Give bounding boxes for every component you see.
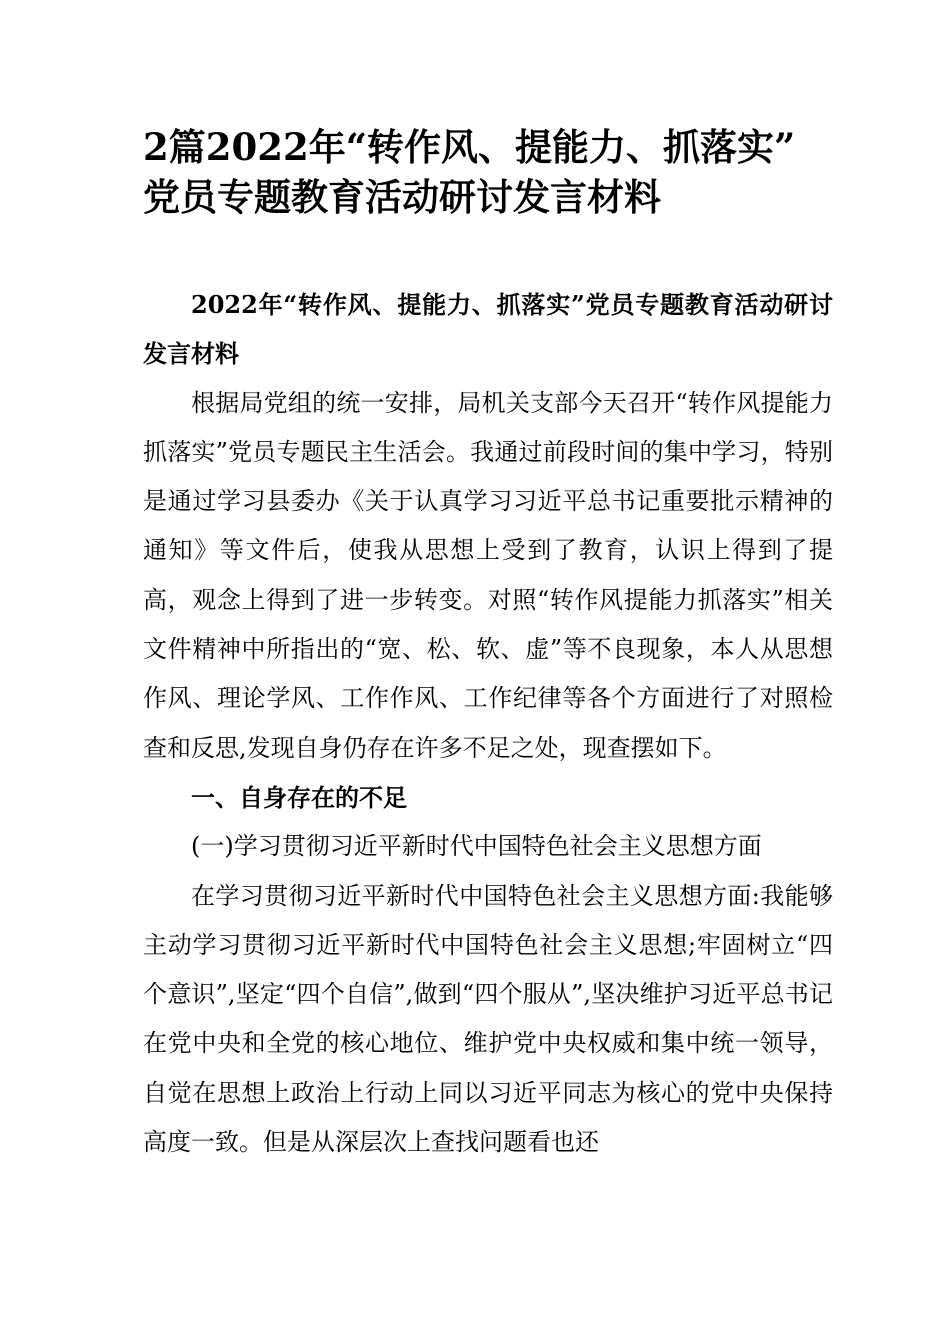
title-line-1: 2篇2022年“转作风、提能力、抓落实” [143, 125, 796, 169]
document-body [143, 280, 833, 1167]
subtitle-paragraph: 2022年“转作风、提能力、抓落实”党员专题教育活动研讨发言材料 [143, 290, 833, 369]
body-paragraph: 在学习贯彻习近平新时代中国特色社会主义思想方面:我能够主动学习贯彻习近平新时代中国特色社会主义思想;牢固树立“四个意识”,坚定“四个自信”,做到“四个服从”,坚决维护习近平总书记在党中央和全党的核心地位、维护党中央权威和集中统一领导，自觉在思想上政治上行动上同以习近平同志为核心的党中央保持高度一致。但是从深层次上查找问题看也还 [143, 881, 833, 1157]
title-line-2: 党员专题教育活动研讨发言材料 [143, 175, 661, 219]
subsection-heading: (一)学习贯彻习近平新时代中国特色社会主义思想方面 [191, 832, 762, 861]
document-title [143, 122, 843, 222]
section-heading: 一、自身存在的不足 [191, 782, 407, 812]
intro-paragraph: 根据局党组的统一安排，局机关支部今天召开“转作风提能力抓落实”党员专题民主生活会。我通过前段时间的集中学习，特别是通过学习县委办《关于认真学习习近平总书记重要批示精神的通知》等文件后，使我从思想上受到了教育，认识上得到了提高，观念上得到了进一步转变。对照“转作风提能力抓落实”相关文件精神中所指出的“宽、松、软、虚”等不良现象，本人从思想作风、理论学风、工作作风、工作纪律等各个方面进行了对照检查和反思,发现自身仍存在许多不足之处，现查摆如下。 [143, 388, 833, 762]
